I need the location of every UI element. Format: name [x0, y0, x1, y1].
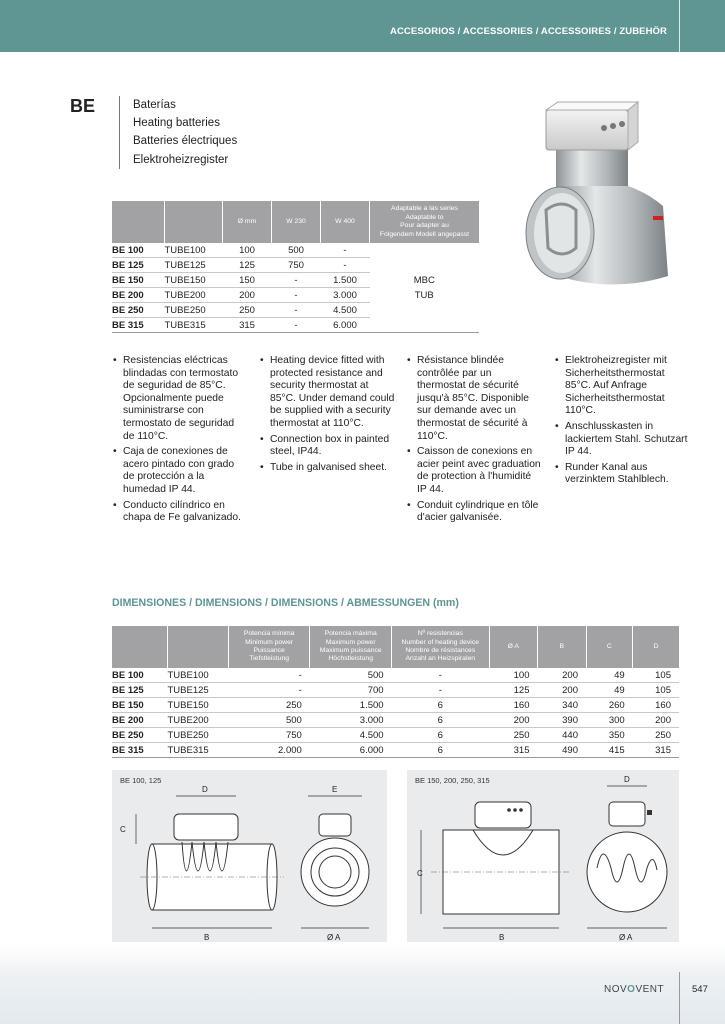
feature-fr-3: • Conduit cylindrique en tôle d'acier galvanisée. [407, 500, 542, 525]
spec-cell: 125 [223, 258, 272, 273]
product-code: BE [70, 96, 96, 116]
spec-cell: - [321, 243, 370, 258]
spec-header-w400: W 400 [321, 201, 370, 243]
dimensions-row [112, 668, 679, 683]
spec-table-header [112, 201, 479, 243]
spec-cell: BE 315 [112, 318, 165, 333]
header-divider [679, 0, 680, 52]
dimensions-header-cell [489, 626, 538, 668]
feature-es-1: • Resistencias eléctricas blindadas con termostato de seguridad de 85°C. Opcionalmente puede suministrarse con termostato de seguridad de 110°C. [113, 355, 248, 443]
dimensions-header-cell [392, 626, 489, 668]
spec-header-diameter: Ø mm [223, 201, 272, 243]
dimensions-row [112, 743, 679, 758]
header-line: Ø A [507, 642, 519, 650]
heating-battery-image [518, 98, 688, 298]
header-line: D [653, 642, 659, 650]
dimensions-cell: TUBE150 [168, 698, 229, 713]
dimensions-cell: 105 [633, 668, 679, 683]
dimensions-cell: 105 [633, 683, 679, 698]
series-line-4: Folgendem Modell angepasst [379, 230, 470, 238]
spec-cell: - [272, 303, 321, 318]
header-line: Minimum power [245, 638, 294, 646]
header-line: Höchstleistung [328, 655, 373, 663]
dimensions-cell: 4.500 [310, 728, 392, 743]
feature-de-2: • Anschlusskasten in lackiertem Stahl. Schutzart IP 44. [555, 421, 690, 459]
spec-cell: 315 [223, 318, 272, 333]
dimensions-header-cell [310, 626, 392, 668]
spec-cell: TUBE150 [165, 273, 223, 288]
header-line: Number of heating device [401, 638, 480, 646]
dimensions-cell: 700 [310, 683, 392, 698]
dimensions-cell: 300 [586, 713, 633, 728]
dimensions-cell: BE 150 [112, 698, 168, 713]
product-titles [119, 96, 237, 169]
spec-cell: 6.000 [321, 318, 370, 333]
header-line: Maximum puissance [319, 647, 382, 654]
dimensions-cell: 350 [586, 728, 633, 743]
spec-cell: - [272, 318, 321, 333]
spec-cell: - [272, 273, 321, 288]
dimensions-cell: 6 [392, 713, 489, 728]
spec-cell: TUB [414, 289, 434, 301]
spec-cell: BE 100 [112, 243, 165, 258]
dimensions-cell: 500 [229, 713, 310, 728]
dimensions-cell: 200 [538, 683, 587, 698]
spec-cell: 750 [272, 258, 321, 273]
dimensions-heading: DIMENSIONES / DIMENSIONS / DIMENSIONS / ABMESSUNGEN (mm) [112, 597, 459, 609]
feature-de-3: • Runder Kanal aus verzinktem Stahlblech. [555, 462, 690, 487]
header-line: Potencia mínima [243, 630, 295, 638]
dim-b-large-label: B [499, 933, 505, 942]
dimensions-cell: 260 [586, 698, 633, 713]
dimensions-cell: - [229, 683, 310, 698]
spec-cell: 500 [272, 243, 321, 258]
dimensions-cell: 315 [633, 743, 679, 758]
dimensions-header-cell [168, 626, 229, 668]
spec-cell: BE 200 [112, 288, 165, 303]
drawing-large-svg [407, 770, 679, 942]
spec-cell: 200 [223, 288, 272, 303]
feature-en-2: • Connection box in painted steel, IP44. [260, 434, 395, 459]
feature-en-1: • Heating device fitted with protected resistance and security thermostat at 85°C. Under demand could be supplied with a security thermostat at 110°C. [260, 355, 395, 431]
header-bar [0, 0, 725, 52]
spec-cell: TUBE250 [165, 303, 223, 318]
dimensions-cell: BE 100 [112, 668, 168, 683]
spec-cell [370, 243, 480, 258]
header-line: Nº resistencias [417, 630, 463, 638]
spec-cell [370, 303, 480, 318]
dimensions-cell: 100 [489, 668, 538, 683]
spec-header-w230: W 230 [272, 201, 321, 243]
dimensions-cell: 200 [538, 668, 587, 683]
header-title: ACCESORIOS / ACCESSORIES / ACCESSOIRES / ZUBEHÖR [390, 26, 667, 37]
dimensions-cell: 390 [538, 713, 587, 728]
dimensions-cell: 490 [538, 743, 587, 758]
spec-cell: 100 [223, 243, 272, 258]
dimensions-cell: 250 [633, 728, 679, 743]
dimensions-cell: BE 315 [112, 743, 168, 758]
series-line-2: Adaptable to [405, 213, 444, 221]
feature-fr-1: • Résistance blindée contrôlée par un thermostat de sécurité jusqu'à 85°C. Disponible sur demande avec un thermostat de sécurité à 110°C. [407, 355, 542, 443]
dimensions-cell: 340 [538, 698, 587, 713]
dimensions-cell: 49 [586, 683, 633, 698]
header-line: Maximum power [325, 638, 376, 646]
page-number: 547 [692, 984, 708, 995]
dimensions-cell: 6 [392, 728, 489, 743]
dimensions-cell: - [229, 668, 310, 683]
header-line: Anzahl an Heizspiralen [405, 655, 476, 663]
spec-table-row [112, 288, 479, 303]
spec-cell: 4.500 [321, 303, 370, 318]
spec-cell: BE 125 [112, 258, 165, 273]
dimensions-header-cell [112, 626, 168, 668]
spec-table-row [112, 273, 479, 288]
dimensions-cell: 2.000 [229, 743, 310, 758]
novovent-logo [604, 984, 664, 995]
header-line: Puissance [253, 647, 285, 654]
spec-table-row [112, 243, 479, 258]
spec-table-row [112, 303, 479, 318]
drawing-label-large: BE 150, 200, 250, 315 [415, 776, 490, 785]
dimensions-cell: 250 [229, 698, 310, 713]
dimensions-cell: 1.500 [310, 698, 392, 713]
dimensions-cell: 160 [633, 698, 679, 713]
spec-cell: - [321, 258, 370, 273]
dimensions-table-header [112, 626, 679, 668]
spec-header-series [370, 201, 480, 243]
spec-header-model [165, 201, 223, 243]
dimensions-cell: TUBE100 [168, 668, 229, 683]
header-line: C [606, 642, 612, 650]
dim-d-label: D [202, 785, 208, 794]
dimensions-cell: 160 [489, 698, 538, 713]
feature-en-3: • Tube in galvanised sheet. [260, 462, 395, 475]
dimensions-row [112, 698, 679, 713]
dimensions-cell: 440 [538, 728, 587, 743]
dimensions-table [112, 626, 679, 758]
spec-cell: - [272, 288, 321, 303]
dimensions-header-cell [229, 626, 310, 668]
spec-cell: TUBE100 [165, 243, 223, 258]
dimensions-cell: 415 [586, 743, 633, 758]
spec-cell: 3.000 [321, 288, 370, 303]
title-fr: Batteries électriques [133, 135, 238, 148]
dimensions-cell: - [392, 668, 489, 683]
spec-table [112, 201, 479, 333]
dimensions-cell: 6 [392, 698, 489, 713]
title-en: Heating batteries [133, 117, 220, 130]
dim-b-label: B [204, 933, 210, 942]
dim-c-label: C [120, 825, 126, 834]
dimensions-cell: 315 [489, 743, 538, 758]
dimensions-cell: TUBE250 [168, 728, 229, 743]
dimensions-cell: BE 200 [112, 713, 168, 728]
logo-pre: NOV [604, 984, 628, 995]
spec-cell: TUBE200 [165, 288, 223, 303]
drawing-panel-large [407, 770, 679, 942]
dim-d-large-label: D [624, 775, 630, 784]
title-de: Elektroheizregister [133, 153, 229, 166]
footer-divider [679, 972, 680, 1024]
spec-table-row [112, 318, 479, 333]
series-line-3: Pour adapter au [400, 222, 449, 229]
spec-cell: BE 250 [112, 303, 165, 318]
spec-cell: BE 150 [112, 273, 165, 288]
drawing-label-small: BE 100, 125 [120, 776, 162, 785]
dimensions-row [112, 683, 679, 698]
spec-cell [370, 258, 480, 273]
dimensions-header-cell [586, 626, 633, 668]
dim-a-large-label: Ø A [619, 933, 633, 942]
features-es [113, 355, 248, 528]
feature-es-2: • Caja de conexiones de acero pintado con grado de protección a la humedad IP 44. [113, 446, 248, 496]
spec-cell: 1.500 [321, 273, 370, 288]
dimensions-cell: TUBE125 [168, 683, 229, 698]
feature-es-3: • Conducto cilíndrico en chapa de Fe galvanizado. [113, 500, 248, 525]
feature-fr-2: • Caisson de conexions en acier peint avec graduation de protection à l'humidité IP 44. [407, 446, 542, 496]
dimensions-header-cell [538, 626, 587, 668]
dimensions-cell: TUBE315 [168, 743, 229, 758]
dimensions-row [112, 728, 679, 743]
dimensions-cell: - [392, 683, 489, 698]
dimensions-cell: 125 [489, 683, 538, 698]
drawing-small-svg [112, 770, 387, 942]
spec-cell: TUBE125 [165, 258, 223, 273]
features-en [260, 355, 395, 477]
dim-e-label: E [332, 785, 338, 794]
spec-cell: TUBE315 [165, 318, 223, 333]
logo-o: O [627, 984, 636, 995]
header-line: Potencia máxima [324, 630, 377, 638]
spec-cell: 250 [223, 303, 272, 318]
dimensions-cell: 3.000 [310, 713, 392, 728]
dimensions-cell: TUBE200 [168, 713, 229, 728]
dimensions-cell: 6.000 [310, 743, 392, 758]
feature-de-1: • Elektroheizregister mit Sicherheitsthermostat 85°C. Auf Anfrage Sicherheitsthermostat 110°C. [555, 355, 690, 418]
dimensions-cell: BE 250 [112, 728, 168, 743]
drawing-panel-small [112, 770, 387, 942]
spec-header-code [112, 201, 165, 243]
dimensions-header-cell [633, 626, 679, 668]
spec-cell: MBC [413, 274, 435, 286]
dimensions-cell: 200 [633, 713, 679, 728]
dimensions-cell: 750 [229, 728, 310, 743]
series-line-1: Adaptable a las series [391, 205, 458, 212]
dimensions-cell: 49 [586, 668, 633, 683]
dim-c-large-label: C [417, 869, 423, 878]
header-line: Nombre de résistances [405, 647, 476, 654]
dim-a-label: Ø A [327, 933, 341, 942]
spec-table-row [112, 258, 479, 273]
header-line: Tiefstleistung [249, 655, 290, 663]
spec-cell [370, 318, 480, 333]
features-fr [407, 355, 542, 528]
spec-cell: 150 [223, 273, 272, 288]
header-line: B [559, 642, 565, 650]
logo-post: VENT [635, 984, 665, 995]
features-de [555, 355, 690, 490]
dimensions-cell: BE 125 [112, 683, 168, 698]
title-es: Baterías [133, 99, 176, 111]
dimensions-row [112, 713, 679, 728]
dimensions-cell: 6 [392, 743, 489, 758]
dimensions-cell: 500 [310, 668, 392, 683]
dimensions-cell: 200 [489, 713, 538, 728]
dimensions-cell: 250 [489, 728, 538, 743]
